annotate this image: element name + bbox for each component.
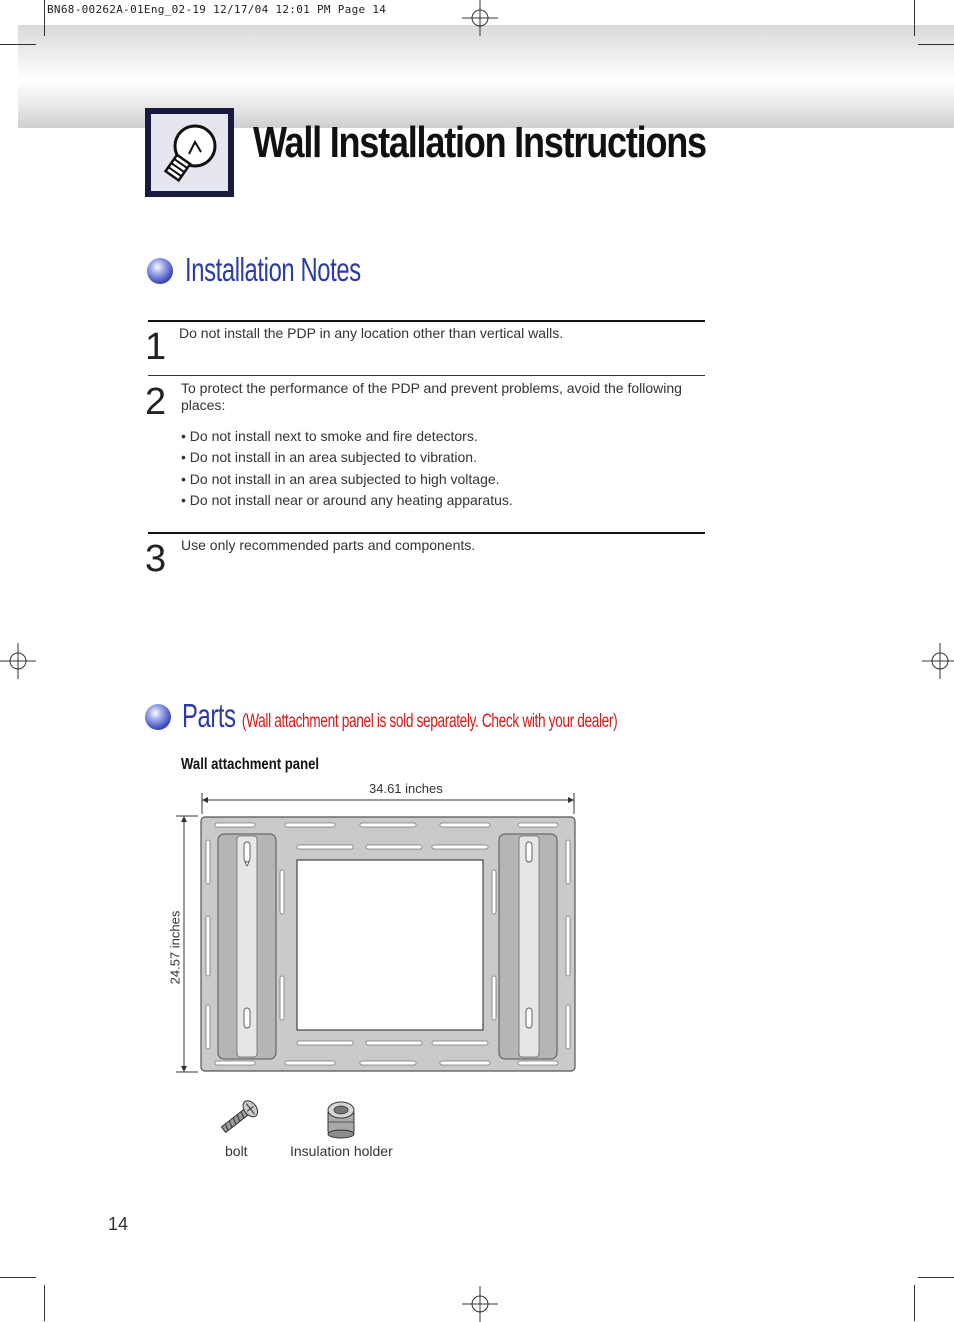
wall-panel-label: Wall attachment panel (181, 756, 320, 773)
parts-availability-note: Wall attachment panel is sold separately. Check with your dealer (246, 711, 614, 732)
crop-mark (0, 44, 36, 45)
list-item: • Do not install next to smoke and fire detectors. (181, 428, 478, 444)
crop-mark (914, 1285, 915, 1321)
blue-orb-bullet-icon (145, 704, 171, 730)
crop-mark (0, 1277, 36, 1278)
crop-mark (914, 0, 915, 36)
bolt-icon (215, 1096, 263, 1138)
registration-mark-icon (922, 643, 954, 679)
title-icon-frame (145, 108, 234, 197)
step-number: 3 (145, 538, 167, 580)
registration-mark-icon (462, 0, 498, 36)
registration-mark-icon (462, 1286, 498, 1322)
list-item: • Do not install in an area subjected to high voltage. (181, 471, 500, 487)
page-number: 14 (108, 1214, 129, 1234)
crop-mark (44, 1285, 45, 1321)
page-title: Wall Installation Instructions (253, 118, 706, 167)
step-number: 2 (145, 381, 167, 423)
list-item: • Do not install in an area subjected to vibration. (181, 449, 477, 465)
step-divider (148, 375, 705, 376)
step-number: 1 (145, 326, 167, 368)
print-slug: BN68-00262A-01Eng_02-19 12/17/04 12:01 PM Page 14 (47, 3, 387, 16)
step-text: To protect the performance of the PDP and prevent problems, avoid the following places: (181, 380, 682, 413)
insulation-holder-label: Insulation holder (290, 1143, 393, 1159)
lightbulb-icon (157, 118, 223, 188)
panel-width-label: 34.61 inches (369, 781, 443, 796)
insulation-holder-icon (324, 1100, 358, 1140)
crop-mark (44, 0, 45, 36)
wall-attachment-panel-diagram (167, 790, 590, 1080)
section-rule (148, 320, 705, 322)
parts-heading: Parts (Wall attachment panel is sold separately. Check with your dealer) (182, 697, 618, 734)
bolt-label: bolt (225, 1143, 248, 1159)
crop-mark (918, 44, 954, 45)
blue-orb-bullet-icon (147, 258, 173, 284)
panel-height-label: 24.57 inches (167, 910, 183, 985)
step-divider (148, 532, 705, 534)
crop-mark (918, 1277, 954, 1278)
registration-mark-icon (0, 643, 36, 679)
list-item: • Do not install near or around any heating apparatus. (181, 492, 513, 508)
step-text: Do not install the PDP in any location other than vertical walls. (179, 325, 564, 341)
step-text: Use only recommended parts and components. (181, 537, 476, 553)
installation-notes-heading: Installation Notes (185, 251, 361, 288)
